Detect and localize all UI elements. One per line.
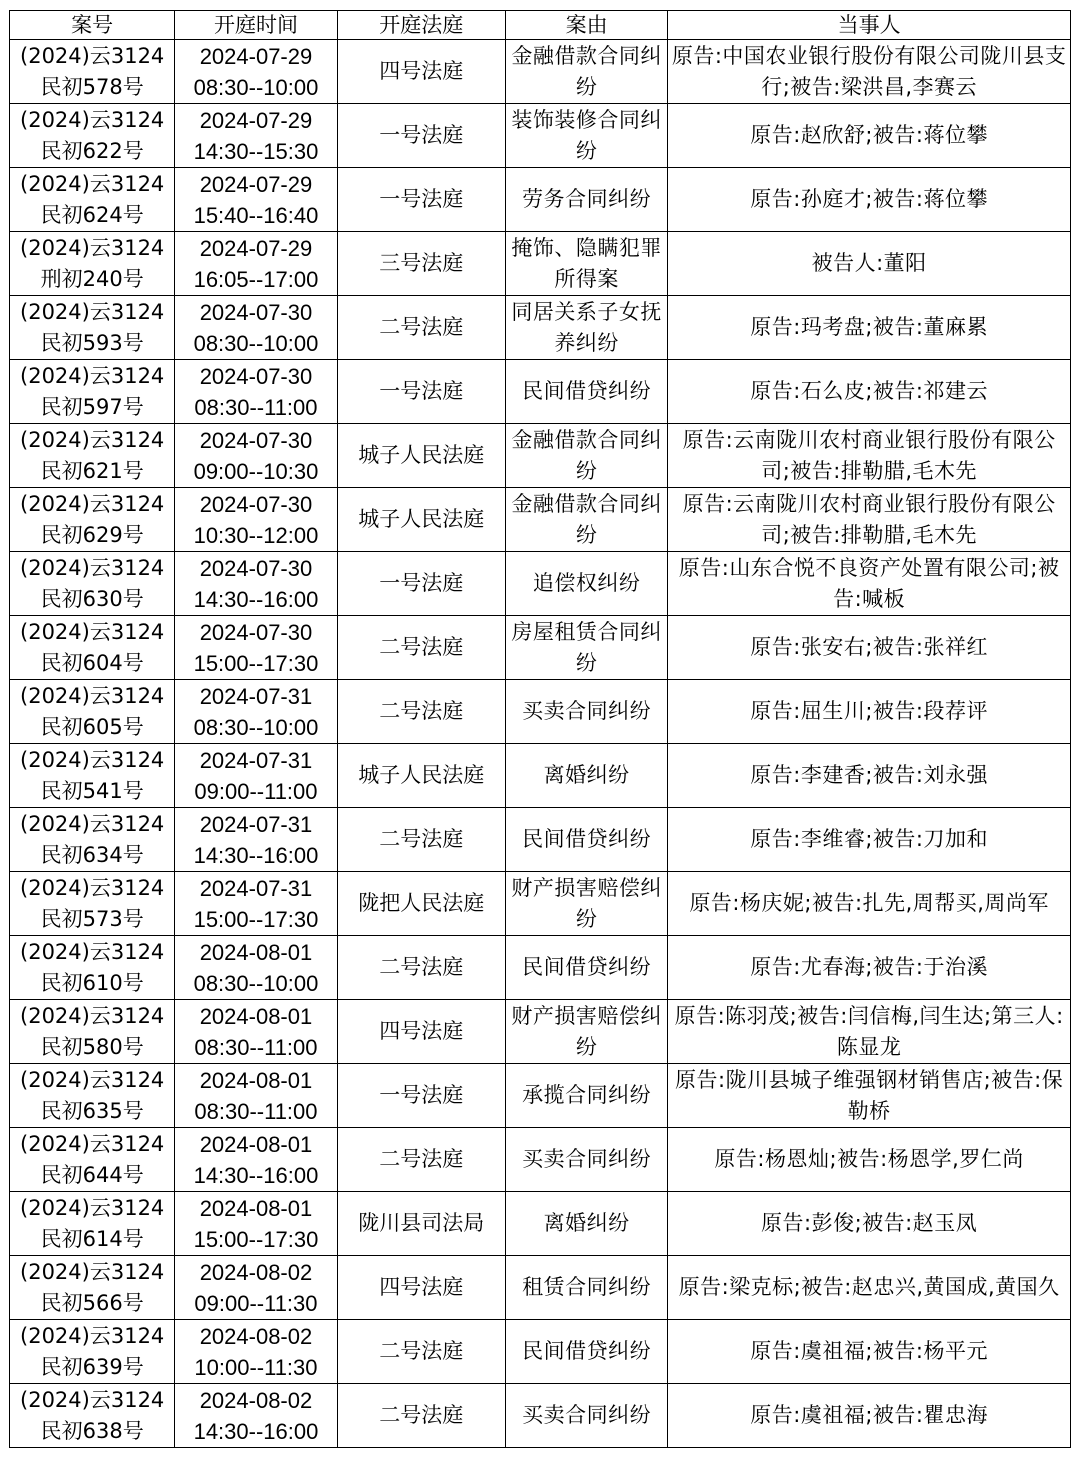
table-row <box>10 1000 1071 1064</box>
table-body <box>10 40 1071 1448</box>
courtroom-cell: 二号法庭 <box>337 1320 505 1384</box>
case-number-suffix: 民初566号 <box>40 1290 144 1315</box>
hearing-date: 2024-08-01 <box>199 1195 313 1221</box>
parties-cell: 原告:尤春海;被告:于治溪 <box>668 936 1071 1000</box>
table-row <box>10 296 1071 360</box>
cause-cell: 买卖合同纠纷 <box>505 680 667 744</box>
hearing-time-cell <box>175 40 337 104</box>
courtroom-cell: 二号法庭 <box>337 1128 505 1192</box>
table-row <box>10 1064 1071 1128</box>
case-number-suffix: 民初635号 <box>40 1098 144 1123</box>
case-number-suffix: 民初624号 <box>40 202 144 227</box>
case-number-cell <box>10 1128 175 1192</box>
case-number-suffix: 民初541号 <box>40 778 144 803</box>
hearing-date: 2024-08-02 <box>199 1259 313 1285</box>
hearing-time-range: 08:30--10:00 <box>193 74 319 100</box>
case-number-suffix: 民初622号 <box>40 138 144 163</box>
case-number-suffix: 民初573号 <box>40 906 144 931</box>
hearing-time-range: 08:30--10:00 <box>193 714 319 740</box>
table-row <box>10 488 1071 552</box>
hearing-time-range: 08:30--10:00 <box>193 330 319 356</box>
table-row <box>10 744 1071 808</box>
case-number-suffix: 民初604号 <box>40 650 144 675</box>
hearing-time-cell <box>175 296 337 360</box>
cause-cell: 财产损害赔偿纠纷 <box>505 872 667 936</box>
case-number-suffix: 民初610号 <box>40 970 144 995</box>
case-number-prefix: (2024)云3124 <box>20 1131 165 1156</box>
hearing-time-range: 15:00--17:30 <box>193 650 319 676</box>
hearing-time-cell <box>175 360 337 424</box>
case-number-suffix: 民初614号 <box>40 1226 144 1251</box>
parties-cell: 原告:屈生川;被告:段荐评 <box>668 680 1071 744</box>
case-number-cell <box>10 808 175 872</box>
table-row <box>10 552 1071 616</box>
cause-cell: 买卖合同纠纷 <box>505 1128 667 1192</box>
hearing-date: 2024-07-30 <box>199 491 313 517</box>
case-number-cell <box>10 232 175 296</box>
parties-cell: 原告:梁克标;被告:赵忠兴,黄国成,黄国久 <box>668 1256 1071 1320</box>
hearing-date: 2024-08-01 <box>199 939 313 965</box>
cause-cell: 民间借贷纠纷 <box>505 1320 667 1384</box>
case-number-suffix: 民初639号 <box>40 1354 144 1379</box>
table-row <box>10 424 1071 488</box>
courtroom-cell: 二号法庭 <box>337 296 505 360</box>
courtroom-cell: 四号法庭 <box>337 1000 505 1064</box>
hearing-time-range: 14:30--16:00 <box>193 1162 319 1188</box>
header-courtroom: 开庭法庭 <box>337 11 505 40</box>
case-number-suffix: 民初621号 <box>40 458 144 483</box>
cause-cell: 民间借贷纠纷 <box>505 808 667 872</box>
case-number-cell <box>10 616 175 680</box>
hearing-time-range: 08:30--10:00 <box>193 970 319 996</box>
case-number-cell <box>10 1064 175 1128</box>
hearing-time-cell <box>175 168 337 232</box>
parties-cell: 被告人:董阳 <box>668 232 1071 296</box>
cause-cell: 追偿权纠纷 <box>505 552 667 616</box>
cause-cell: 同居关系子女抚养纠纷 <box>505 296 667 360</box>
case-number-prefix: (2024)云3124 <box>20 1067 165 1092</box>
parties-cell: 原告:虞祖福;被告:瞿忠海 <box>668 1384 1071 1448</box>
cause-cell: 装饰装修合同纠纷 <box>505 104 667 168</box>
hearing-date: 2024-07-29 <box>199 171 313 197</box>
table-row <box>10 40 1071 104</box>
courtroom-cell: 一号法庭 <box>337 552 505 616</box>
parties-cell: 原告:赵欣舒;被告:蒋位攀 <box>668 104 1071 168</box>
case-number-suffix: 民初630号 <box>40 586 144 611</box>
header-hearing-time: 开庭时间 <box>175 11 337 40</box>
hearing-time-cell <box>175 1128 337 1192</box>
courtroom-cell: 三号法庭 <box>337 232 505 296</box>
courtroom-cell: 陇把人民法庭 <box>337 872 505 936</box>
case-number-cell <box>10 488 175 552</box>
hearing-date: 2024-08-01 <box>199 1131 313 1157</box>
hearing-time-cell <box>175 936 337 1000</box>
case-number-prefix: (2024)云3124 <box>20 1259 165 1284</box>
hearing-date: 2024-08-01 <box>199 1067 313 1093</box>
courtroom-cell: 二号法庭 <box>337 936 505 1000</box>
parties-cell: 原告:李维睿;被告:刀加和 <box>668 808 1071 872</box>
parties-cell: 原告:彭俊;被告:赵玉凤 <box>668 1192 1071 1256</box>
hearing-time-cell <box>175 424 337 488</box>
case-number-prefix: (2024)云3124 <box>20 619 165 644</box>
table-row <box>10 104 1071 168</box>
case-number-suffix: 民初638号 <box>40 1418 144 1443</box>
courtroom-cell: 一号法庭 <box>337 104 505 168</box>
case-number-suffix: 民初605号 <box>40 714 144 739</box>
parties-cell: 原告:张安右;被告:张祥红 <box>668 616 1071 680</box>
case-number-prefix: (2024)云3124 <box>20 363 165 388</box>
cause-cell: 掩饰、隐瞒犯罪所得案 <box>505 232 667 296</box>
hearing-time-range: 15:40--16:40 <box>193 202 319 228</box>
case-number-suffix: 民初644号 <box>40 1162 144 1187</box>
hearing-date: 2024-07-31 <box>199 747 313 773</box>
case-number-cell <box>10 168 175 232</box>
table-row <box>10 1128 1071 1192</box>
parties-cell: 原告:山东合悦不良资产处置有限公司;被告:喊板 <box>668 552 1071 616</box>
case-number-prefix: (2024)云3124 <box>20 107 165 132</box>
case-number-cell <box>10 680 175 744</box>
courtroom-cell: 城子人民法庭 <box>337 424 505 488</box>
courtroom-cell: 城子人民法庭 <box>337 488 505 552</box>
case-number-prefix: (2024)云3124 <box>20 1387 165 1412</box>
hearing-date: 2024-07-29 <box>199 235 313 261</box>
hearing-time-cell <box>175 1064 337 1128</box>
case-number-prefix: (2024)云3124 <box>20 1195 165 1220</box>
courtroom-cell: 城子人民法庭 <box>337 744 505 808</box>
table-row <box>10 872 1071 936</box>
table-row <box>10 808 1071 872</box>
case-number-prefix: (2024)云3124 <box>20 43 165 68</box>
parties-cell: 原告:云南陇川农村商业银行股份有限公司;被告:排勒腊,毛木先 <box>668 488 1071 552</box>
hearing-time-range: 09:00--11:00 <box>194 778 318 804</box>
table-row <box>10 1320 1071 1384</box>
case-number-suffix: 民初580号 <box>40 1034 144 1059</box>
hearing-time-cell <box>175 104 337 168</box>
hearing-time-range: 14:30--16:00 <box>193 842 319 868</box>
case-number-prefix: (2024)云3124 <box>20 235 165 260</box>
courtroom-cell: 四号法庭 <box>337 40 505 104</box>
courtroom-cell: 四号法庭 <box>337 1256 505 1320</box>
table-header-row <box>10 11 1071 40</box>
case-number-prefix: (2024)云3124 <box>20 1003 165 1028</box>
case-number-cell <box>10 104 175 168</box>
case-number-cell <box>10 1256 175 1320</box>
hearing-time-cell <box>175 1256 337 1320</box>
case-number-prefix: (2024)云3124 <box>20 171 165 196</box>
courtroom-cell: 二号法庭 <box>337 808 505 872</box>
case-number-cell <box>10 552 175 616</box>
case-number-prefix: (2024)云3124 <box>20 555 165 580</box>
hearing-time-range: 16:05--17:00 <box>193 266 319 292</box>
cause-cell: 租赁合同纠纷 <box>505 1256 667 1320</box>
hearing-time-cell <box>175 1384 337 1448</box>
hearing-date: 2024-07-30 <box>199 619 313 645</box>
cause-cell: 财产损害赔偿纠纷 <box>505 1000 667 1064</box>
hearing-time-range: 08:30--11:00 <box>194 1034 318 1060</box>
cause-cell: 劳务合同纠纷 <box>505 168 667 232</box>
parties-cell: 原告:陇川县城子维强钢材销售店;被告:保勒桥 <box>668 1064 1071 1128</box>
hearing-date: 2024-07-29 <box>199 43 313 69</box>
table-row <box>10 1384 1071 1448</box>
cause-cell: 金融借款合同纠纷 <box>505 488 667 552</box>
courtroom-cell: 二号法庭 <box>337 616 505 680</box>
case-number-cell <box>10 744 175 808</box>
cause-cell: 金融借款合同纠纷 <box>505 40 667 104</box>
case-number-cell <box>10 1384 175 1448</box>
hearing-time-range: 08:30--11:00 <box>194 1098 318 1124</box>
hearing-time-range: 14:30--16:00 <box>193 1418 319 1444</box>
hearing-date: 2024-07-30 <box>199 427 313 453</box>
parties-cell: 原告:云南陇川农村商业银行股份有限公司;被告:排勒腊,毛木先 <box>668 424 1071 488</box>
hearing-time-cell <box>175 488 337 552</box>
cause-cell: 承揽合同纠纷 <box>505 1064 667 1128</box>
parties-cell: 原告:中国农业银行股份有限公司陇川县支行;被告:梁洪昌,李赛云 <box>668 40 1071 104</box>
hearing-time-range: 14:30--15:30 <box>193 138 319 164</box>
table-row <box>10 232 1071 296</box>
case-number-cell <box>10 1192 175 1256</box>
hearing-time-range: 15:00--17:30 <box>193 906 319 932</box>
case-number-prefix: (2024)云3124 <box>20 875 165 900</box>
hearing-time-range: 08:30--11:00 <box>194 394 318 420</box>
hearing-time-range: 14:30--16:00 <box>193 586 319 612</box>
header-case-number: 案号 <box>10 11 175 40</box>
cause-cell: 金融借款合同纠纷 <box>505 424 667 488</box>
case-number-suffix: 民初597号 <box>40 394 144 419</box>
hearing-time-cell <box>175 808 337 872</box>
case-number-suffix: 民初634号 <box>40 842 144 867</box>
hearing-time-cell <box>175 616 337 680</box>
case-number-cell <box>10 872 175 936</box>
case-number-cell <box>10 40 175 104</box>
table-row <box>10 936 1071 1000</box>
hearing-date: 2024-07-31 <box>199 811 313 837</box>
hearing-date: 2024-08-02 <box>199 1323 313 1349</box>
case-number-prefix: (2024)云3124 <box>20 427 165 452</box>
hearing-date: 2024-08-01 <box>199 1003 313 1029</box>
hearing-time-cell <box>175 680 337 744</box>
case-number-cell <box>10 360 175 424</box>
parties-cell: 原告:杨恩灿;被告:杨恩学,罗仁尚 <box>668 1128 1071 1192</box>
hearing-date: 2024-07-30 <box>199 363 313 389</box>
hearing-time-range: 09:00--10:30 <box>193 458 319 484</box>
hearing-time-range: 09:00--11:30 <box>194 1290 318 1316</box>
hearing-time-cell <box>175 552 337 616</box>
parties-cell: 原告:虞祖福;被告:杨平元 <box>668 1320 1071 1384</box>
table-row <box>10 616 1071 680</box>
hearing-time-cell <box>175 744 337 808</box>
hearing-time-cell <box>175 232 337 296</box>
hearing-time-range: 10:00--11:30 <box>194 1354 318 1380</box>
hearing-date: 2024-07-30 <box>199 299 313 325</box>
case-number-cell <box>10 936 175 1000</box>
case-number-cell <box>10 1320 175 1384</box>
hearing-time-cell <box>175 872 337 936</box>
hearing-schedule-table <box>9 10 1071 1448</box>
courtroom-cell: 一号法庭 <box>337 360 505 424</box>
hearing-date: 2024-07-31 <box>199 875 313 901</box>
case-number-cell <box>10 424 175 488</box>
case-number-prefix: (2024)云3124 <box>20 1323 165 1348</box>
header-parties: 当事人 <box>668 11 1071 40</box>
courtroom-cell: 二号法庭 <box>337 680 505 744</box>
hearing-time-cell <box>175 1192 337 1256</box>
case-number-prefix: (2024)云3124 <box>20 299 165 324</box>
parties-cell: 原告:陈羽茂;被告:闫信梅,闫生达;第三人:陈显龙 <box>668 1000 1071 1064</box>
cause-cell: 民间借贷纠纷 <box>505 360 667 424</box>
case-number-prefix: (2024)云3124 <box>20 683 165 708</box>
table-row <box>10 360 1071 424</box>
table-row <box>10 1256 1071 1320</box>
courtroom-cell: 陇川县司法局 <box>337 1192 505 1256</box>
hearing-date: 2024-07-31 <box>199 683 313 709</box>
case-number-suffix: 民初629号 <box>40 522 144 547</box>
case-number-prefix: (2024)云3124 <box>20 747 165 772</box>
courtroom-cell: 一号法庭 <box>337 168 505 232</box>
table-row <box>10 680 1071 744</box>
hearing-time-cell <box>175 1320 337 1384</box>
parties-cell: 原告:孙庭才;被告:蒋位攀 <box>668 168 1071 232</box>
cause-cell: 离婚纠纷 <box>505 744 667 808</box>
parties-cell: 原告:石么皮;被告:祁建云 <box>668 360 1071 424</box>
case-number-suffix: 民初593号 <box>40 330 144 355</box>
hearing-date: 2024-08-02 <box>199 1387 313 1413</box>
hearing-time-cell <box>175 1000 337 1064</box>
case-number-prefix: (2024)云3124 <box>20 939 165 964</box>
parties-cell: 原告:杨庆妮;被告:扎先,周帮买,周尚军 <box>668 872 1071 936</box>
case-number-suffix: 民初578号 <box>40 74 144 99</box>
cause-cell: 民间借贷纠纷 <box>505 936 667 1000</box>
hearing-date: 2024-07-29 <box>199 107 313 133</box>
case-number-prefix: (2024)云3124 <box>20 811 165 836</box>
courtroom-cell: 一号法庭 <box>337 1064 505 1128</box>
case-number-prefix: (2024)云3124 <box>20 491 165 516</box>
hearing-time-range: 15:00--17:30 <box>193 1226 319 1252</box>
table-row <box>10 168 1071 232</box>
hearing-date: 2024-07-30 <box>199 555 313 581</box>
header-cause: 案由 <box>505 11 667 40</box>
parties-cell: 原告:李建香;被告:刘永强 <box>668 744 1071 808</box>
cause-cell: 房屋租赁合同纠纷 <box>505 616 667 680</box>
case-number-cell <box>10 296 175 360</box>
courtroom-cell: 二号法庭 <box>337 1384 505 1448</box>
table-row <box>10 1192 1071 1256</box>
parties-cell: 原告:玛考盘;被告:董麻累 <box>668 296 1071 360</box>
hearing-time-range: 10:30--12:00 <box>193 522 319 548</box>
cause-cell: 买卖合同纠纷 <box>505 1384 667 1448</box>
case-number-suffix: 刑初240号 <box>40 266 144 291</box>
cause-cell: 离婚纠纷 <box>505 1192 667 1256</box>
case-number-cell <box>10 1000 175 1064</box>
